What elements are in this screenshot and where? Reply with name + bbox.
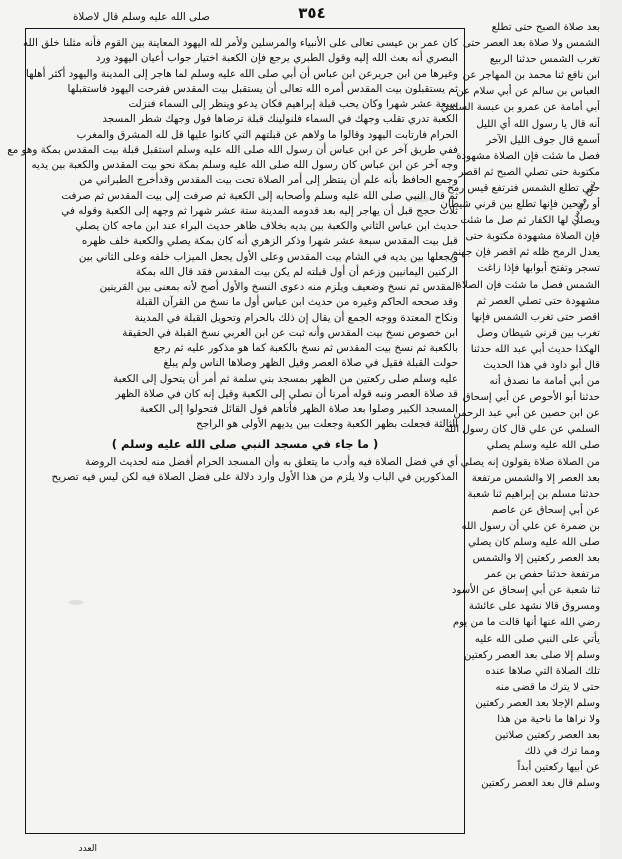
side-text-line: صلى الله عليه وسلم كان يصلي [467, 537, 600, 548]
main-closing-line: أي في فضل الصلاة فيه وأدب ما يتعلق به وأن المسجد الحرام أفضل منه لحديث الروضة [85, 455, 458, 468]
side-text-line: عن ابن حصين عن أبي عبد الرحمن [453, 408, 600, 420]
main-text-line: ثلاث حجج قبل أن يهاجر إليه بعد قدومه المدينة ستة عشر شهرا ثم وجهه إلى الكعبة وقوله في [61, 204, 458, 217]
main-text-line: وغيرها من ابن جريرعن ابن عباس أن أبي صلى الله عليه وسلم لما هاجر إلى المدينة واليهود أكثر أهلها [25, 67, 458, 80]
main-text-line: وجه آخر عن ابن عباس كان رسول الله صلى الله عليه وسلم بمكة نحو بيت المقدس والكعبة بين يديه [31, 159, 458, 171]
side-text-line: السلمي عن علي قال كان رسول الله [444, 424, 600, 436]
side-text-line: بعد صلاة الصبح حتى تطلع [491, 22, 600, 33]
main-text-line: ثم يستقبلون بيت المقدس أمره الله تعالى أن يستقبل بيت المقدس ففرحت اليهود فاستقبلها [67, 82, 458, 95]
footer-mark: العدد [78, 844, 97, 854]
side-text-line: بن ضمرة عن علي أن رسول الله [461, 520, 600, 532]
side-text-line: ابن نافع ثنا محمد بن المهاجر عن [462, 70, 600, 82]
main-commentary-column [7, 36, 458, 828]
side-text-line: عن أبيها ركعتين أبداً [517, 762, 600, 774]
main-commentary-box [7, 28, 465, 834]
side-text-line: أسمع قال جوف الليل الآخر [486, 134, 600, 146]
side-text-line: تلك الصلاة التي صلاها عنده [485, 665, 600, 677]
main-text-line: ثم قال النبي صلى الله عليه وسلم وأصحابه إلى الكعبة ثم صرفت إلى بيت المقدس ثم صرفت [61, 189, 458, 202]
margin-note: نسخ مقدس [569, 178, 599, 223]
main-text-line: سبعة عشر شهرا وكان يحب قبلة إبراهيم فكان يدعو وينظر إلى السماء فنزلت [128, 98, 458, 110]
main-text-line: المقدس ثم نسخ وضعيف ويلزم منه دعوى النسخ والأول أصح لأنه بمعنى بين القرينين [99, 281, 458, 293]
side-text-line: حدثنا مسلم بن إبراهيم ثنا شعبة [467, 488, 600, 500]
side-text-line: يعدل الرمح ظله ثم اقصر فإن جهنم [451, 247, 600, 259]
side-text-line: حتى تطلع الشمس فترتفع قيس رمح [447, 182, 600, 194]
side-text-line: عن أبي إسحاق عن عاصم [491, 504, 600, 516]
side-text-line: يأتي على النبي صلى الله عليه [474, 633, 600, 645]
main-text-line: حولت القبلة فقيل في صلاة العصر وقيل الظهر وصلاها الناس ولم يبلغ [163, 357, 458, 370]
side-text-line: أبي أمامة عن عمرو بن عبسة السلمي [440, 102, 600, 114]
main-text-line: الكعبة تدري تقلب وجهك في السماء فلنولينك قبلة ترضاها فول وجهك شطر المسجد [102, 113, 458, 126]
side-text-line: الشمس ولا صلاة بعد العصر حتى [462, 38, 600, 50]
page-number: ٣٥٤ [298, 4, 326, 22]
main-text-line: بالكعبة ثم نسخ بيت المقدس ثم نسخ بالكعبة كما هو مذكور عليه ثم رجع [153, 342, 458, 354]
side-text-line: صلى الله عليه وسلم يصلي [486, 440, 600, 452]
side-text-line: الهكذا حديث أبي عبد الله حدثنا [470, 343, 600, 355]
main-text-line: البصري أنه بعث الله إليه وقول الطبري يرجع فإن الكعبة اختيار جواب أعيان اليهود ورد [95, 52, 458, 65]
main-text-line: ويجعلها بين يديه في الشام بيت المقدس وعلى الأول يجعل الميزاب خلفه وعلى الثاني بين [78, 250, 458, 263]
main-text-line: قبل بيت المقدس سبعة عشر شهرا وذكر الزهري أنه كان بمكة يصلي والكعبة خلف ظهره [81, 235, 458, 248]
chapter-heading: ( ما جاء في مسجد النبي صلى الله عليه وسلم ) [111, 436, 379, 451]
side-text-line: مكتوبة حتى تصلي الصبح ثم اقصر [458, 166, 600, 178]
main-text-line: حديث ابن عباس الثاني والكعبة بين يديه بخلاف ظاهر حديث البراء عند ابن ماجه كان يصلي [75, 220, 458, 232]
main-text-line: الركنين اليمانيين وزعم أن أول قبلته لم يكن بيت المقدس فقد قال الله بمكة [135, 265, 458, 278]
side-text-line: وسلم الإجلا بعد العصر ركعتين [475, 697, 600, 709]
main-text-line: قد صلاة العصر ونبه قوله أمرنا أن نصلي إلى الكعبة وقيل إنه كان في صلاة الظهر [115, 387, 458, 400]
side-text-line: بعد العصر إلا والشمس مرتفعة [471, 472, 600, 484]
main-text-line: ابن خصوص نسخ بيت المقدس وأنه ثبت عن ابن العربي نسخ القبلة في الحقيقة [122, 326, 458, 339]
main-text-line: ففي طريق آخر عن ابن عباس أن رسول الله صلى الله عليه وسلم استقبل قبلة بيت المقدس بمكة وهو مع [7, 143, 458, 156]
scan-smudge [68, 600, 84, 605]
side-text-line: أنه قال يا رسول الله أي الليل [476, 118, 600, 130]
side-text-line: رضي الله عنها أنها قالت ما من يوم [452, 617, 600, 629]
main-text-line: الثالثة فجعلت بظهر الكعبة وجعلت بين يديهم الأولى هو الراجح [196, 418, 458, 431]
side-text-line: حتى لا يترك ما قضى منه [495, 681, 600, 693]
side-text-line: بعد العصر ركعتين إلا والشمس [472, 553, 600, 565]
side-text-line: تغرب بين قرني شيطان وصل [476, 327, 600, 339]
main-text-line: ونكاح المعتدة ووجه الجمع أن يقال إن ذلك بالحرام وتحويل القبلة في المدينة [134, 311, 458, 324]
side-text-line: ومسروق قالا نشهد على عائشة [468, 601, 600, 613]
main-text-line: كان عمر بن عيسى تعالى على الأنبياء والمرسلين ولأمر لله اليهود المعاينة بين القوم فأنه مثلنا خلق الله [22, 37, 458, 49]
side-text-line: ومما ترك في ذلك [524, 746, 600, 758]
side-text-line: الشمس فصل ما شئت فإن الصلاة [456, 279, 600, 291]
side-text-line: العباس بن سالم عن أبي سلام عن [456, 86, 600, 98]
main-closing-line: المذكورين في الباب ولا يلزم من هذا الأول وارد دلالة على فضل الصلاة فيه لكن ليس فيه تصريح [51, 470, 458, 483]
side-text-line: فإن الصلاة مشهودة مكتوبة حتى [465, 231, 600, 243]
side-text-line: تسجر وتفتح أبوابها فإذا زاغت [477, 263, 600, 275]
main-text-line: وقد صححه الحاكم وغيره من حديث ابن عباس أول ما نسخ من القرآن القبلة [135, 296, 458, 309]
side-text-line: من الصلاة صلاة يقولون إنه يصلي [460, 456, 600, 468]
side-text-line: وسلم قال بعد العصر ركعتين [481, 778, 600, 790]
side-text-line: ويصلي لها الكفار ثم صل ما شئت [460, 215, 600, 227]
side-text-line: من أبي أمامة ما نصدق أنه [489, 376, 600, 388]
main-text-line: وجمع الحافظ بأنه علم أن ينتظر إلى أمر الصلاة تحت بيت المقدس وقدأخرج الطبراني من [79, 174, 458, 187]
side-text-line: تغرب الشمس حدثنا الربيع [489, 54, 600, 66]
side-text-line: أو رمحين فإنها تطلع بين قرني شيطان [440, 199, 600, 211]
side-text-line: بعد العصر ركعتين صلاتين [494, 730, 600, 742]
side-text-line: وسلم إلا صلى بعد العصر ركعتين [464, 649, 600, 661]
side-text-line: مشهودة حتى تصلي العصر ثم [476, 295, 600, 307]
top-running-line: صلى الله عليه وسلم قال لاصلاة [72, 11, 210, 23]
side-text-line: قال أبو داود في هذا الحديث [483, 359, 600, 371]
main-text-line: الحرام فارتابت اليهود وقالوا ما ولاهم عن قبلتهم التي كانوا عليها قل لله المشرق والمغرب [76, 128, 458, 141]
side-text-line: حدثنا أبو الأحوص عن أبي إسحاق [462, 392, 600, 404]
side-text-line: ثنا شعبة عن أبي إسحاق عن الأسود [451, 585, 600, 597]
scan-smudge [412, 196, 432, 202]
main-text-line: عليه وسلم صلى ركعتين من الظهر بمسجد بني سلمة ثم أمر أن يتحول إلى الكعبة [113, 372, 458, 385]
side-hadith-column [440, 20, 600, 842]
side-text-line: ولا نراها ما ناحية من هذا [497, 714, 600, 726]
side-text-line: فصل ما شئت فإن الصلاة مشهودة [456, 150, 600, 162]
side-text-line: مرتفعة حدثنا حفص بن عمر [484, 569, 600, 581]
main-text-line: المسجد الكبير وصلوا بعد صلاة الظهر فأتاهم قول القائل فتحولوا إلى الكعبة [139, 403, 458, 415]
side-text-line: اقصر حتى تغرب الشمس فإنها [471, 311, 600, 323]
